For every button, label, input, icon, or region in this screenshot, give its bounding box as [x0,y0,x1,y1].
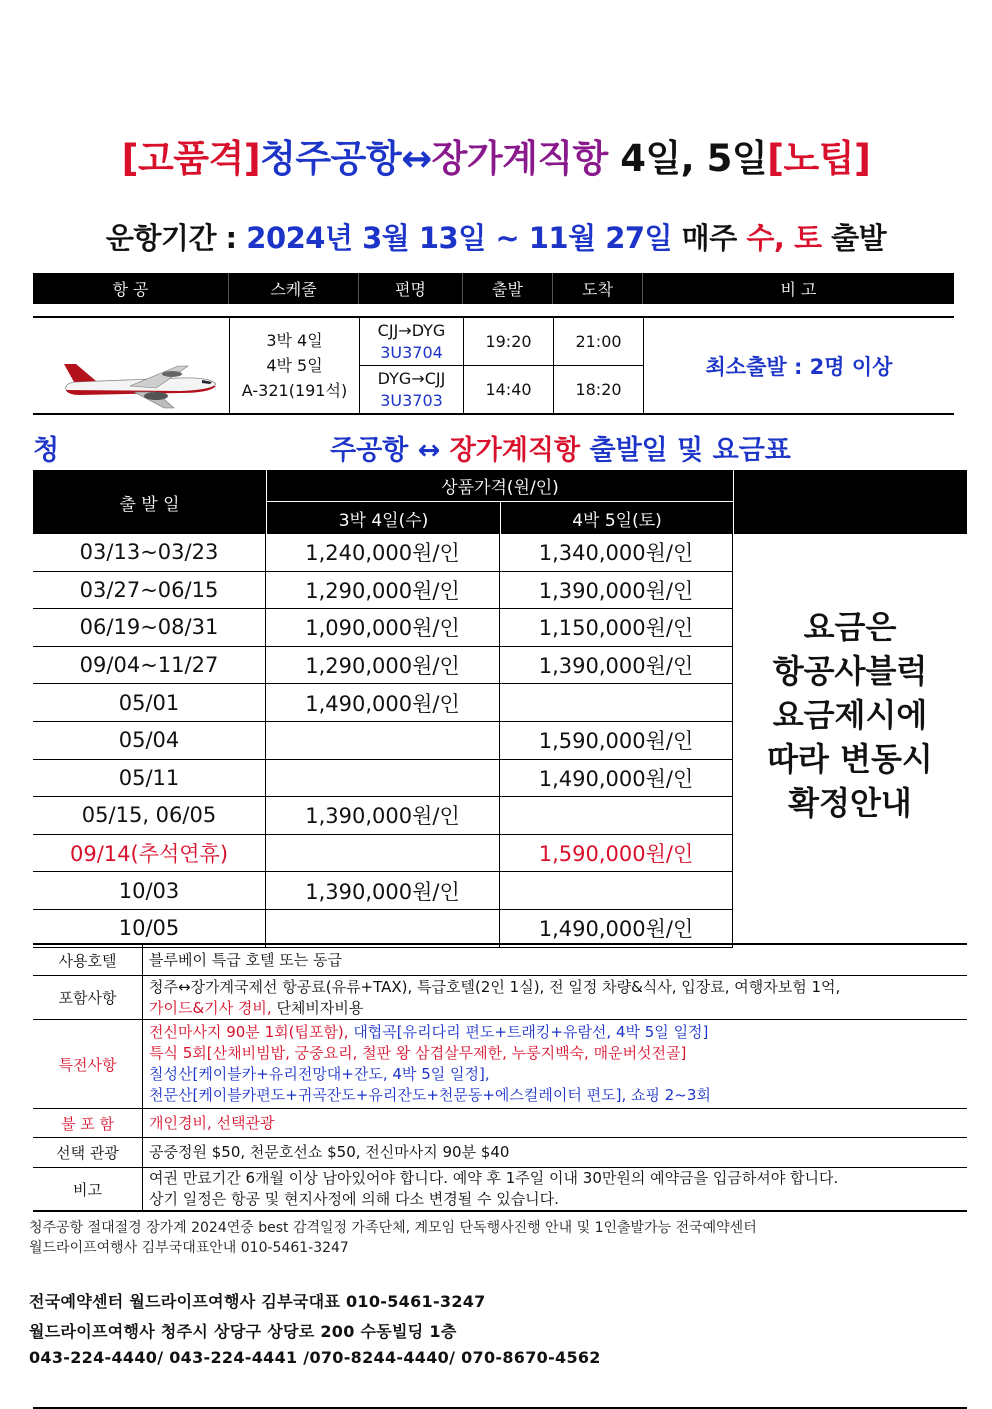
price-row [33,835,733,873]
price-row [33,760,733,798]
price-4days: 1,390,000원/인 [266,872,500,909]
option-row [33,1138,967,1168]
airplane-icon [60,360,220,412]
contact-phones: 043-224-4440/ 043-224-4441 /070-8244-4440/ 070-8670-4562 [29,1348,601,1367]
price-5days [500,797,733,834]
departure-date: 05/01 [33,684,266,721]
include-row [33,976,967,1020]
special-label: 특전사항 [33,1020,143,1108]
header-airline: 항 공 [33,273,229,304]
remark-label: 비고 [33,1168,143,1210]
header-arrive: 도착 [553,273,643,304]
leg1-flight-number: 3U3704 [380,342,443,362]
departure-date: 09/04~11/27 [33,647,266,684]
title-duration: 4일, 5일 [607,137,768,180]
departure-date: 10/03 [33,872,266,909]
departure-date: 10/05 [33,910,266,947]
include-visa: 단체비자비용 [271,998,364,1017]
footer-line1: 청주공항 절대절경 장가계 2024연중 best 감격일정 가족단체, 계모임 단독행사진행 안내 및 1인출발가능 전국예약센터 [29,1220,757,1236]
special-massage: 전신마사지 90분 1회(팁포함), [149,1023,349,1041]
title-premium: [고품격] [121,137,261,180]
price-section-title [330,428,791,467]
price-4days: 1,290,000원/인 [266,572,500,609]
departure-date: 05/04 [33,722,266,759]
price-title-rest: 출발일 및 요금표 [580,435,791,466]
price-4days [266,835,500,872]
leg2-depart: 14:40 [463,366,553,413]
period-label: 운항기간 : [105,221,247,255]
leg1-flight-cell [359,318,463,365]
header-5days: 4박 5일(토) [500,502,733,534]
price-4days [266,722,500,759]
leg2-arrive: 18:20 [553,366,643,413]
footer-line2: 월드라이프여행사 김부국대표안내 010-5461-3247 [29,1240,349,1256]
min-departure-note: 최소출발 : 2명 이상 [643,318,954,413]
price-row [33,872,733,910]
price-row [33,722,733,760]
hotel-row [33,945,967,976]
remark-line1: 여권 만료기간 6개월 이상 남아있어야 합니다. 예약 후 1주일 이내 30만원의 예약금을 입금하셔야 합니다. [149,1169,839,1187]
leg2-flight-number: 3U3703 [380,390,443,410]
price-note-line: 요금은 [803,608,897,646]
price-row [33,609,733,647]
exclude-label: 불 포 함 [33,1109,143,1137]
period-weekly: 매주 [672,221,747,255]
remark-line2: 상기 일정은 항공 및 현지사정에 의해 다소 변경될 수 있습니다. [149,1190,559,1208]
remark-row [33,1168,967,1212]
departure-date: 05/11 [33,760,266,797]
special-canyon: 대협곡[유리다리 편도+트래킹+유람선, 4박 5일 일정] [348,1023,709,1041]
price-4days [266,910,500,947]
operation-period [0,216,992,257]
schedule-5d: 4박 5일 [266,356,323,375]
price-row [33,534,733,572]
price-4days: 1,290,000원/인 [266,647,500,684]
price-note-line: 항공사블럭 [772,652,928,690]
exclude-value: 개인경비, 선택관광 [149,1113,275,1132]
price-row [33,797,733,835]
price-4days: 1,090,000원/인 [266,609,500,646]
price-5days: 1,590,000원/인 [500,722,733,759]
header-depart: 출발 [463,273,553,304]
include-value [149,976,961,1019]
price-5days: 1,340,000원/인 [500,534,733,571]
header-date: 출 발 일 [33,470,266,534]
price-4days [266,760,500,797]
price-5days: 1,590,000원/인 [500,835,733,872]
price-title-destination: 장가계직항 [449,435,581,466]
departure-date: 03/27~06/15 [33,572,266,609]
option-label: 선택 관광 [33,1138,143,1167]
header-remark: 비 고 [780,280,817,299]
price-5days: 1,490,000원/인 [500,760,733,797]
price-5days: 1,390,000원/인 [500,647,733,684]
price-5days: 1,490,000원/인 [500,910,733,947]
include-guide: 가이드&기사 경비, [149,998,272,1017]
schedule-4d: 3박 4일 [266,331,323,350]
header-schedule: 스케줄 [229,273,359,304]
schedule-cell [229,318,359,413]
special-line2: 특식 5회[산채비빔밥, 궁중요리, 철판 왕 삼겹살무제한, 누룽지백숙, 매운버섯전골] [149,1044,687,1062]
period-dates: 2024년 3월 13일 ~ 11월 27일 [246,221,673,255]
price-note-line: 요금제시에 [772,696,928,734]
departure-date: 03/13~03/23 [33,534,266,571]
flight-row-divider [359,365,643,366]
header-flight: 편명 [359,273,463,304]
leg1-depart: 19:20 [463,318,553,365]
page-title [0,128,992,182]
footer-info [29,1218,969,1258]
leg2-flight-cell [359,366,463,413]
price-4days: 1,390,000원/인 [266,797,500,834]
include-line1: 청주↔장가계국제선 항공료(유류+TAX), 특급호텔(2인 1실), 전 일정 차량&식사, 입장료, 여행자보험 1억, [149,977,841,996]
special-value [149,1020,961,1108]
contact-line2: 월드라이프여행사 청주시 상당구 상당로 200 수동빌딩 1층 [29,1322,457,1341]
special-line4: 천문산[케이블카편도+귀곡잔도+유리잔도+천문동+에스컬레이터 편도], 쇼핑 2~3회 [149,1086,711,1104]
include-line2 [149,998,961,1019]
remark-value [149,1168,961,1210]
price-row [33,684,733,722]
title-destination: 장가계직항 [431,137,608,180]
special-line3: 칠성산[케이블카+유리전망대+잔도, 4박 5일 일정], [149,1065,490,1083]
price-title-origin: 주공항 ↔ [330,435,450,466]
period-depart: 출발 [821,221,887,255]
include-label: 포함사항 [33,976,143,1019]
flight-table-header [33,273,954,304]
contact-line1: 전국예약센터 월드라이프여행사 김부국대표 010-5461-3247 [29,1292,486,1311]
price-row [33,572,733,610]
option-value: 공중정원 $50, 천문호선쇼 $50, 전신마사지 90분 $40 [149,1143,510,1161]
hotel-value: 블루베이 특급 호텔 또는 동급 [149,950,342,969]
departure-date: 06/19~08/31 [33,609,266,646]
price-5days [500,872,733,909]
special-row [33,1020,967,1109]
price-5days: 1,150,000원/인 [500,609,733,646]
price-4days: 1,240,000원/인 [266,534,500,571]
price-row [33,647,733,685]
header-note-blank [733,470,967,534]
header-4days: 3박 4일(수) [266,502,500,534]
departure-date: 05/15, 06/05 [33,797,266,834]
price-4days: 1,490,000원/인 [266,684,500,721]
price-5days: 1,390,000원/인 [500,572,733,609]
schedule-aircraft: A-321(191석) [241,381,348,400]
price-note-line: 따라 변동시 [767,740,933,778]
price-note-line: 확정안내 [788,784,912,822]
price-row [33,910,733,948]
exclude-row [33,1109,967,1138]
title-origin: 청주공항↔ [260,137,432,180]
price-title-left: 청 [33,435,60,466]
header-price: 상품가격(원/인) [266,470,733,502]
special-line1 [149,1022,961,1043]
leg1-arrive: 21:00 [553,318,643,365]
leg1-route: CJJ→DYG [377,320,446,340]
title-notip: [노팁] [767,137,871,180]
period-days: 수, 토 [746,221,822,255]
departure-date: 09/14(추석연휴) [33,835,266,872]
hotel-label: 사용호텔 [33,945,143,975]
price-note [733,605,967,825]
price-5days [500,684,733,721]
leg2-route: DYG→CJJ [377,368,446,388]
